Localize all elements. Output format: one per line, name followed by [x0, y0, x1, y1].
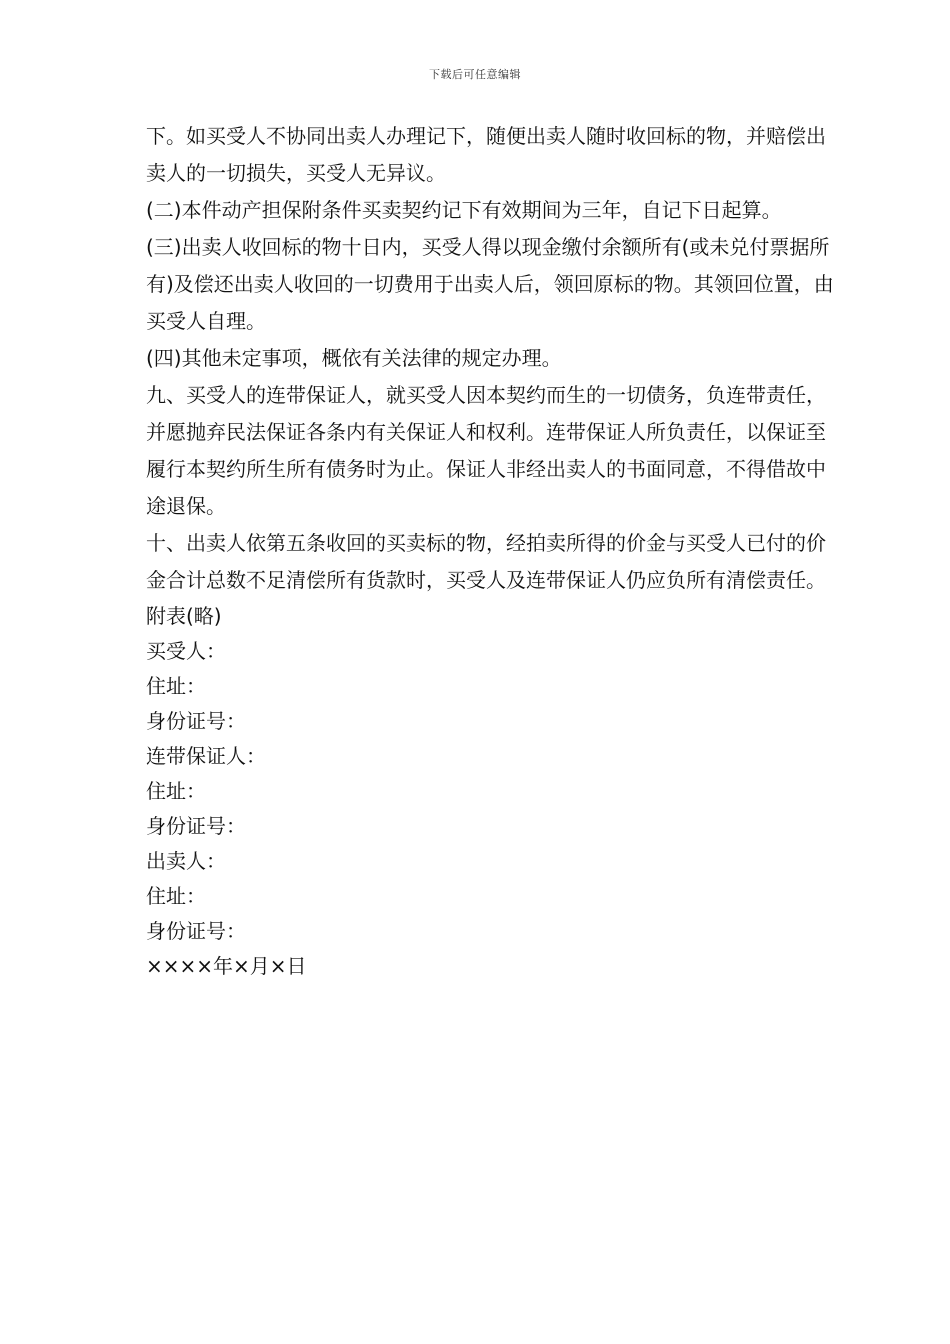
paragraph-article-10: 十、出卖人依第五条收回的买卖标的物，经拍卖所得的价金与买受人已付的价金合计总数不足清偿所有货款时，买受人及连带保证人仍应负所有清偿责任。	[146, 531, 826, 592]
seller-id-label: 身份证号：	[146, 919, 246, 943]
document-body	[146, 118, 836, 984]
guarantor-id-label: 身份证号：	[146, 814, 246, 838]
guarantor-address-label: 住址：	[146, 779, 206, 803]
paragraph-clause-3: (三)出卖人收回标的物十日内，买受人得以现金缴付余额所有(或未兑付票据所有)及偿还出卖人收回的一切费用于出卖人后，领回原标的物。其领回位置，由买受人自理。	[146, 235, 834, 333]
buyer-id-label: 身份证号：	[146, 709, 246, 733]
appendix-note: 附表(略)	[146, 604, 222, 628]
seller-address-label: 住址：	[146, 884, 206, 908]
paragraph-clause-4: (四)其他未定事项，概依有关法律的规定办理。	[146, 346, 562, 370]
header-note: 下载后可任意编辑	[429, 68, 521, 81]
date-line: ××××年×月×日	[146, 954, 307, 978]
guarantor-label: 连带保证人：	[146, 744, 266, 768]
paragraph-clause-2: (二)本件动产担保附条件买卖契约记下有效期间为三年，自记下日起算。	[146, 198, 782, 222]
buyer-address-label: 住址：	[146, 674, 206, 698]
paragraph-continuation: 下。如买受人不协同出卖人办理记下，随便出卖人随时收回标的物，并赔偿出卖人的一切损失，买受人无异议。	[146, 124, 826, 185]
seller-label: 出卖人：	[146, 849, 226, 873]
paragraph-article-9: 九、买受人的连带保证人，就买受人因本契约而生的一切债务，负连带责任，并愿抛弃民法保证各条内有关保证人和权利。连带保证人所负责任，以保证至履行本契约所生所有债务时为止。保证人非经出卖人的书面同意，不得借故中途退保。	[146, 383, 826, 518]
buyer-label: 买受人：	[146, 639, 226, 663]
